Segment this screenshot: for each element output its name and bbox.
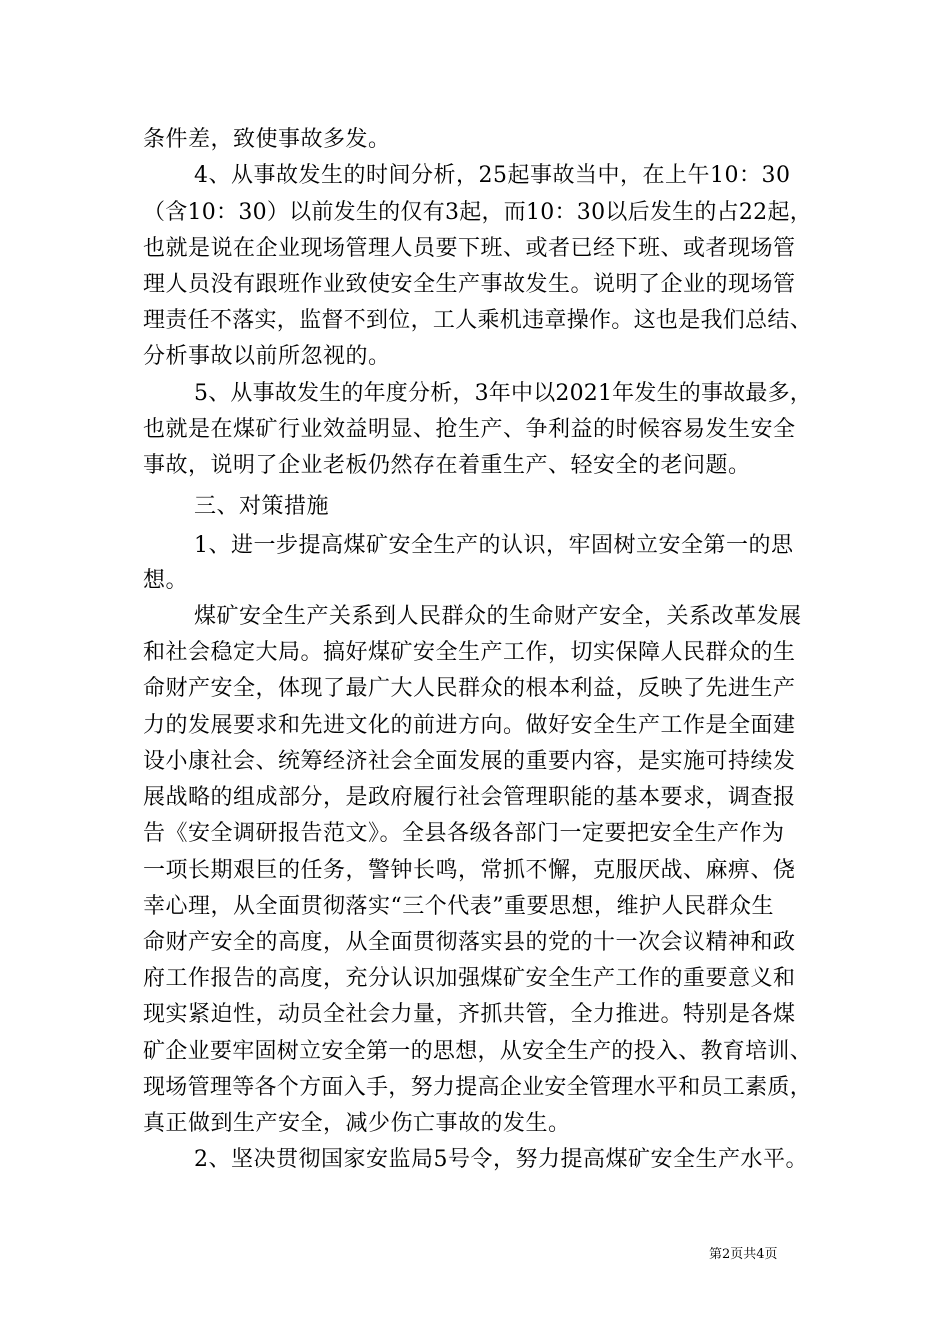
text-line: 也就是在煤矿行业效益明显、抢生产、争利益的时候容易发生安全 bbox=[143, 417, 796, 442]
text-line: 一项长期艰巨的任务，警钟长鸣，常抓不懈，克服厌战、麻痹、侥 bbox=[143, 858, 796, 883]
text-line: 条件差，致使事故多发。 bbox=[143, 127, 391, 152]
text-line: 理责任不落实，监督不到位，工人乘机违章操作。这也是我们总结、 bbox=[143, 308, 813, 333]
text-line: 5、从事故发生的年度分析，3年中以2021年发生的事故最多， bbox=[194, 381, 812, 406]
text-line: 告《安全调研报告范文》。全县各级各部门一定要把安全生产作为 bbox=[143, 821, 785, 846]
text-line: 展战略的组成部分，是政府履行社会管理职能的基本要求，调查报 bbox=[143, 785, 796, 810]
text-line: 和社会稳定大局。搞好煤矿安全生产工作，切实保障人民群众的生 bbox=[143, 640, 796, 665]
text-line: 分析事故以前所忽视的。 bbox=[143, 344, 391, 369]
text-line: 现实紧迫性，动员全社会力量，齐抓共管，全力推进。特别是各煤 bbox=[143, 1002, 796, 1027]
text-line: 4、从事故发生的时间分析，25起事故当中，在上午10：30 bbox=[194, 163, 791, 188]
text-line: 现场管理等各个方面入手，努力提高企业安全管理水平和员工素质， bbox=[143, 1075, 813, 1100]
text-line: 矿企业要牢固树立安全第一的思想，从安全生产的投入、教育培训、 bbox=[143, 1039, 813, 1064]
text-line: 府工作报告的高度，充分认识加强煤矿安全生产工作的重要意义和 bbox=[143, 966, 796, 991]
text-line: 煤矿安全生产关系到人民群众的生命财产安全，关系改革发展 bbox=[194, 604, 802, 629]
text-line: 2、坚决贯彻国家安监局5号令，努力提高煤矿安全生产水平。 bbox=[194, 1147, 808, 1172]
text-line: （含10：30）以前发生的仅有3起，而10：30以后发生的占22起， bbox=[143, 200, 812, 225]
text-line: 事故，说明了企业老板仍然存在着重生产、轻安全的老问题。 bbox=[143, 453, 751, 478]
section-heading: 三、对策措施 bbox=[194, 494, 330, 519]
text-line: 也就是说在企业现场管理人员要下班、或者已经下班、或者现场管 bbox=[143, 236, 796, 261]
text-line: 1、进一步提高煤矿安全生产的认识，牢固树立安全第一的思 bbox=[194, 533, 794, 558]
text-line: 命财产安全，体现了最广大人民群众的根本利益，反映了先进生产 bbox=[143, 676, 796, 701]
text-line: 设小康社会、统筹经济社会全面发展的重要内容，是实施可持续发 bbox=[143, 749, 796, 774]
text-line: 理人员没有跟班作业致使安全生产事故发生。说明了企业的现场管 bbox=[143, 272, 796, 297]
text-line: 力的发展要求和先进文化的前进方向。做好安全生产工作是全面建 bbox=[143, 713, 796, 738]
text-line: 命财产安全的高度，从全面贯彻落实县的党的十一次会议精神和政 bbox=[143, 930, 796, 955]
text-line: 想。 bbox=[143, 568, 189, 593]
text-line: 幸心理，从全面贯彻落实“三个代表”重要思想，维护人民群众生 bbox=[143, 894, 774, 919]
page-number: 第2页共4页 bbox=[709, 1247, 778, 1262]
text-line: 真正做到生产安全，减少伤亡事故的发生。 bbox=[143, 1111, 571, 1136]
